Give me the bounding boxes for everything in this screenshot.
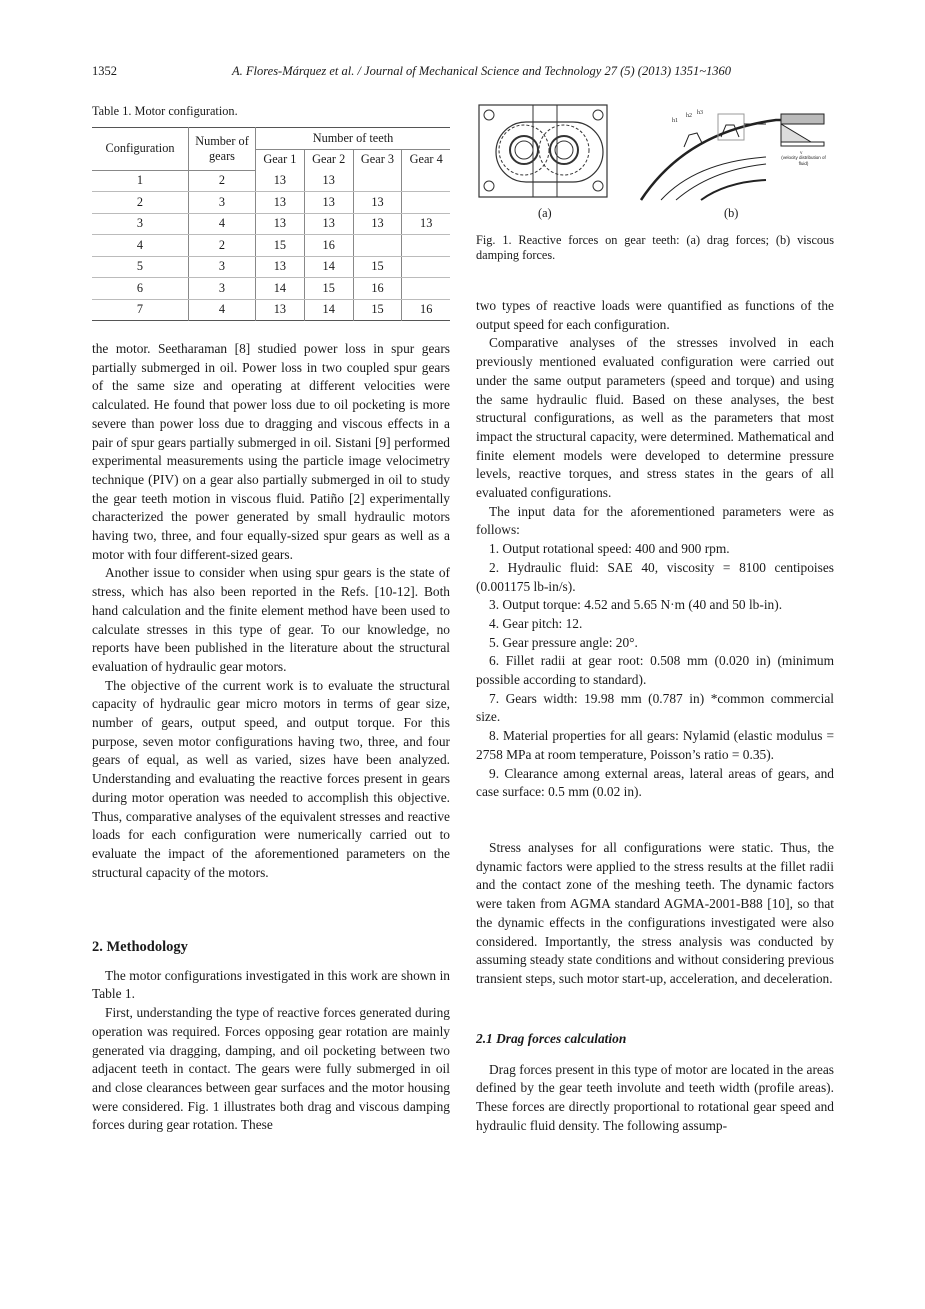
table-cell [402,256,450,278]
section-heading: 2. Methodology [92,939,188,955]
list-item: 4. Gear pitch: 12. [489,615,583,631]
left-column-text [92,340,450,882]
table-cell: 13 [256,299,305,321]
table-cell: 3 [189,192,256,214]
label-v: v [800,151,803,156]
table-cell: 4 [92,235,189,257]
header-gear-4: Gear 4 [409,152,443,167]
list-item: 9. Clearance among external areas, lateral areas of gears, and case surface: 0.5 mm (0.02 in). [476,765,834,800]
table-cell: 13 [353,192,402,214]
table-cell: 1 [92,170,189,192]
table-cell: 3 [189,256,256,278]
page-number: 1352 [92,64,117,78]
table-cell [402,192,450,214]
right-column-text-2 [476,839,834,989]
gear-diagram-drawing [476,102,846,202]
paragraph: Another issue to consider when using spur gears is the state of stress, which has also been reported in the Refs. [10-12]. Both hand calculation and the finite element method have been used to calculate stresses in this type of gear. To our knowledge, no reports have been published in the literature about the structural evaluation of hydraulic gear motors. [92,565,450,674]
table-cell: 7 [92,299,189,321]
table-cell: 13 [353,213,402,235]
table-cell: 13 [256,192,305,214]
table-cell: 3 [92,213,189,235]
list-item: 3. Output torque: 4.52 and 5.65 N·m (40 and 50 lb-in). [489,597,783,613]
velocity-note: (velocity distribution of fluid) [781,155,826,166]
paragraph: Comparative analyses of the stresses involved in each previously mentioned evaluated configuration were carried out under the same output parameters (speed and torque) and using the same hydraulic fluid. Based on these analyses, the best structural configurations, as well as the parameters that most impact the structural capacity, were determined. Mathematical and finite element models were developed to determine pressure levels, reactive torques, and stress states in the gears of all evaluated configurations. [476,335,834,501]
table-row [92,278,450,300]
drag-forces-diagram [479,105,607,197]
list-item: 8. Material properties for all gears: Nylamid (elastic modulus = 2758 MPa at room temperature, Poisson’s ratio = 0.35). [476,728,834,762]
table-cell: 13 [256,213,305,235]
table-cell: 15 [304,278,353,300]
list-item: 1. Output rotational speed: 400 and 900 rpm. [489,541,730,557]
table-cell: 5 [92,256,189,278]
figure-caption: Fig. 1. Reactive forces on gear teeth: (a) drag forces; (b) viscous damping forces. [476,233,834,262]
header-gear-3: Gear 3 [353,149,402,170]
figure-label-a: (a) [538,206,552,220]
table-row [92,299,450,321]
drag-forces-section [476,1030,834,1136]
table-row [92,235,450,257]
right-column-text [476,297,834,802]
table-cell: 13 [256,170,305,192]
table-cell [353,170,402,192]
table-cell: 4 [189,213,256,235]
table-cell [402,170,450,192]
table-cell: 2 [189,170,256,192]
table-row [92,170,450,192]
paragraph: The input data for the aforementioned parameters were as follows: [476,503,834,538]
motor-configuration-table [92,127,450,321]
list-item: 6. Fillet radii at gear root: 0.508 mm (0.020 in) (minimum possible according to standard). [476,653,834,688]
table-cell: 15 [353,299,402,321]
table-cell: 16 [304,235,353,257]
table-cell: 3 [189,278,256,300]
table-cell: 14 [304,299,353,321]
label-h3: h3 [697,110,703,116]
table-cell: 13 [256,256,305,278]
label-h1: h1 [672,118,678,124]
table-cell [402,235,450,257]
methodology-section [92,938,450,1135]
paragraph: two types of reactive loads were quantified as functions of the output speed for each configuration. [476,298,834,332]
paragraph: The objective of the current work is to evaluate the structural capacity of hydraulic gear micro motors in terms of gear size, number of gears, output speed, and output torque. For this purpose, seven motor configurations having two, three, and four gears of equal, as well as varied, sizes have been analyzed. Understanding and evaluating the reactive forces present in gears during motor operation was needed to accomplish this objective. Thus, comparative analyses of the equivalent stresses and reactive loads for each configuration were numerically carried out to evaluate the impact of the aforementioned parameters on the structural capacity of the motors. [92,677,450,880]
table-cell: 13 [304,192,353,214]
header-gear-1: Gear 1 [256,149,305,170]
header-number-of-gears: Number of gears [189,128,256,171]
paragraph: the motor. Seetharaman [8] studied power loss in spur gears partially submerged in oil. Power loss in two coupled spur gears of the same size and operating at different velocities were calculated. He found that power loss due to oil pocketing is more severe than power loss due to dragging and viscous effects in a pair of spur gears partially submerged in oil. Sistani [9] performed experimental measurements using the particle image velocimetry technique (PIV) on a gear also partially submerged in oil to study the gear teeth motion in viscous fluid. Patiño [2] experimentally characterized the power generated by small hydraulic motors having two, three, and four equally-sized spur gears as well as a motor with four different-sized gears. [92,341,450,562]
list-item: 5. Gear pressure angle: 20°. [489,634,638,650]
figure-label-b: (b) [724,206,739,220]
table-cell: 4 [189,299,256,321]
header-configuration: Configuration [92,128,189,171]
list-item: 7. Gears width: 19.98 mm (0.787 in) *common commercial size. [476,690,834,725]
table-cell: 2 [189,235,256,257]
figure-1 [476,102,846,202]
table-cell: 13 [304,213,353,235]
table-cell: 16 [353,278,402,300]
table-caption: Table 1. Motor configuration. [92,104,238,118]
table-cell [353,235,402,257]
table-cell: 2 [92,192,189,214]
paragraph: The motor configurations investigated in this work are shown in Table 1. [92,967,450,1002]
table-cell: 6 [92,278,189,300]
table-cell: 13 [304,170,353,192]
paragraph: Stress analyses for all configurations were static. Thus, the dynamic factors were applied to the stress results at the fillet radii and the contact zone of the meshing teeth. The dynamic factors were taken from AGMA standard AGMA-2001-B88 [10], so that the dynamic effects in the configurations investigated were also considered. Importantly, the stress analysis was conducted by assuming steady state conditions and without considering previous transient steps, such motor start-up, acceleration, and deceleration. [476,840,834,986]
table-row [92,256,450,278]
table-cell: 14 [256,278,305,300]
table-cell: 15 [256,235,305,257]
header-gear-2: Gear 2 [304,149,353,170]
running-title: A. Flores-Márquez et al. / Journal of Mechanical Science and Technology 27 (5) (2013) 1351~1360 [232,64,732,78]
header-number-of-teeth: Number of teeth [256,128,451,150]
input-data-list [476,540,834,802]
table-cell: 16 [420,302,433,317]
table-cell [402,278,450,300]
paragraph: First, understanding the type of reactive forces generated during operation was required. Forces opposing gear rotation are mainly generated via dragging, damping, and oil pocketing between two adjacent teeth in contact. The gears were fully submerged in oil and close clearances between gear surfaces and the motor housing were considered. Fig. 1 illustrates both drag and viscous damping forces during gear rotation. These [92,1005,450,1133]
paragraph: Drag forces present in this type of motor are located in the areas defined by the gear teeth involute and teeth width (profile areas). These forces are directly proportional to rotational gear speed and hydraulic fluid density. The following assump- [476,1061,834,1133]
table-row [92,192,450,214]
list-item: 2. Hydraulic fluid: SAE 40, viscosity = 8100 centipoises (0.001175 lb-in/s). [476,559,834,594]
subsection-heading: 2.1 Drag forces calculation [476,1031,627,1046]
table-row [92,213,450,235]
table-cell: 14 [304,256,353,278]
table-cell: 13 [402,213,450,235]
table-cell: 15 [353,256,402,278]
label-h2: h2 [686,113,692,119]
